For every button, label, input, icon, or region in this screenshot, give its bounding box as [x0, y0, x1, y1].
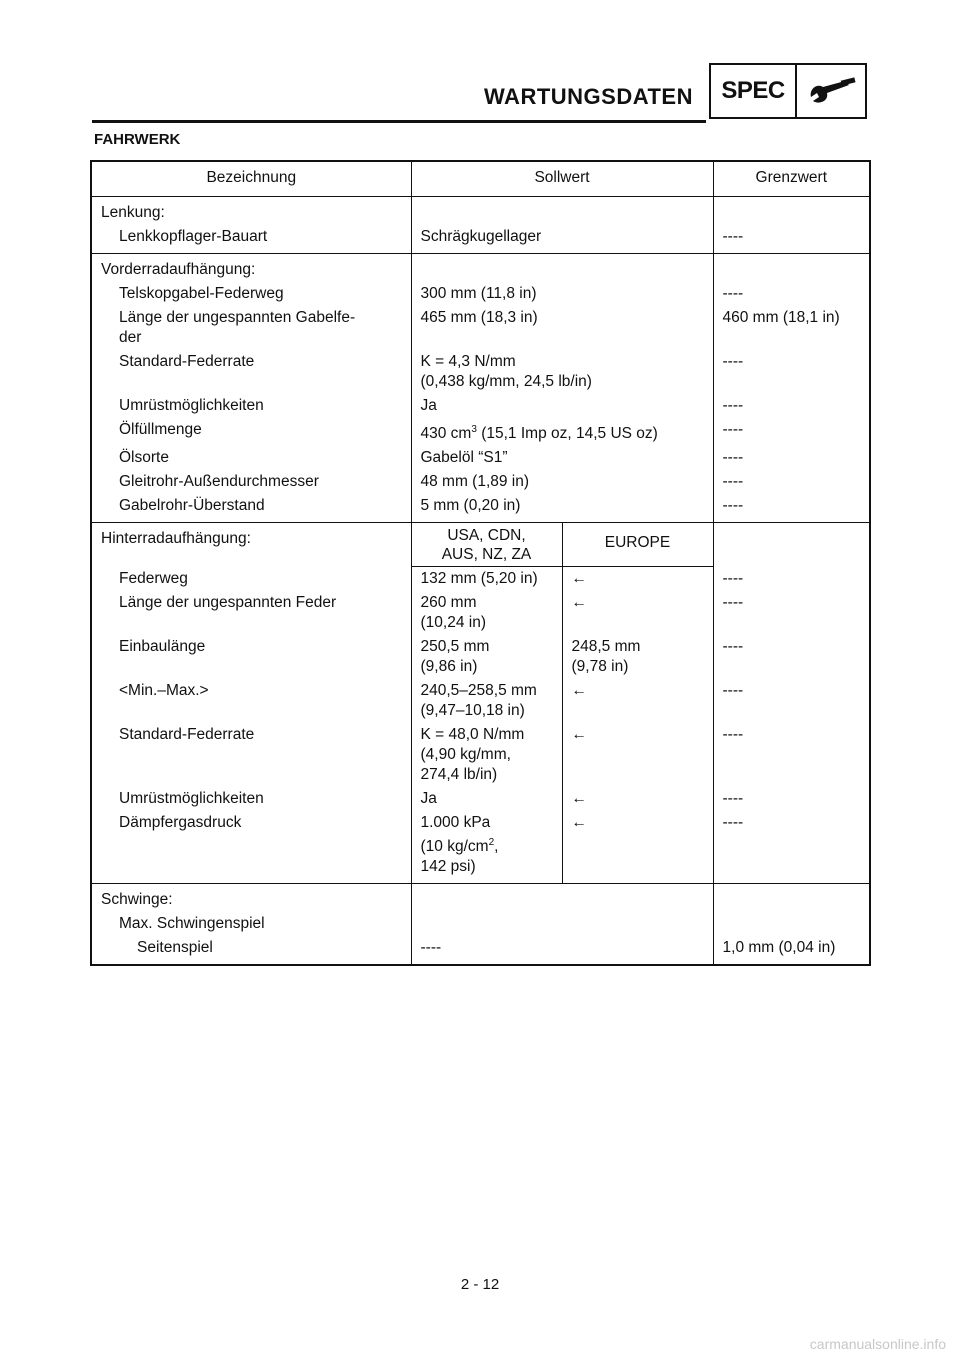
- column-header-designation: Bezeichnung: [91, 161, 411, 197]
- row-label: Umrüstmöglichkeiten: [91, 394, 411, 418]
- row-value-europe: [562, 635, 713, 679]
- value-line: ,: [494, 838, 499, 856]
- row-value-usa: [411, 723, 562, 787]
- row-limit: ----: [713, 723, 870, 787]
- table-row: [91, 912, 870, 936]
- table-row: [91, 225, 870, 254]
- row-value-europe: ←: [562, 787, 713, 811]
- row-value-europe: ←: [562, 567, 713, 592]
- row-value-line: (0,438 kg/mm, 24,5 lb/in): [420, 373, 592, 390]
- row-label: Einbaulänge: [91, 635, 411, 679]
- table-row: [91, 494, 870, 523]
- header-rule: [92, 120, 706, 123]
- oil-amount-rest: (15,1 Imp oz, 14,5 US oz): [476, 425, 658, 443]
- subheader-line: AUS, NZ, ZA: [441, 546, 532, 564]
- row-limit: ----: [713, 394, 870, 418]
- column-header-limit: Grenzwert: [713, 161, 870, 197]
- row-value-usa: [411, 635, 562, 679]
- table-row: [91, 567, 870, 592]
- oil-amount-main: 430 cm: [420, 425, 472, 443]
- row-label: Gabelrohr-Überstand: [91, 494, 411, 523]
- group-label-steering: Lenkung:: [91, 197, 411, 226]
- row-value: Gabelöl “S1”: [411, 446, 713, 470]
- row-label: [91, 306, 411, 350]
- row-value-line: K = 4,3 N/mm: [420, 353, 516, 370]
- table-row: [91, 254, 870, 283]
- row-limit: ----: [713, 470, 870, 494]
- row-value: Ja: [411, 394, 713, 418]
- row-limit: ----: [713, 787, 870, 811]
- spec-label: SPEC: [711, 65, 797, 117]
- row-limit: ----: [713, 591, 870, 635]
- row-label: Gleitrohr-Außendurchmesser: [91, 470, 411, 494]
- value-line: (10,24 in): [420, 614, 486, 632]
- table-row: [91, 936, 870, 965]
- row-label: Seitenspiel: [91, 936, 411, 965]
- subheader-line: USA, CDN,: [447, 527, 526, 545]
- row-label: Federweg: [91, 567, 411, 592]
- row-value: [411, 350, 713, 394]
- table-row: [91, 787, 870, 811]
- page-header-title: WARTUNGSDATEN: [484, 84, 693, 109]
- page-number: 2 - 12: [460, 1276, 500, 1293]
- value-line: 1.000 kPa: [420, 814, 491, 832]
- row-label: Ölsorte: [91, 446, 411, 470]
- row-limit: ----: [713, 679, 870, 723]
- value-line: K = 48,0 N/mm: [420, 726, 525, 744]
- row-limit: ----: [713, 225, 870, 254]
- table-row: [91, 679, 870, 723]
- row-limit: ----: [713, 282, 870, 306]
- row-value: Schrägkugellager: [411, 225, 713, 254]
- row-limit: 460 mm (18,1 in): [713, 306, 870, 350]
- value-line: 248,5 mm: [571, 638, 641, 656]
- spec-badge: [709, 63, 867, 119]
- table-row: [91, 884, 870, 913]
- row-label: Telskopgabel-Federweg: [91, 282, 411, 306]
- row-limit: ----: [713, 635, 870, 679]
- value-line: 142 psi): [420, 858, 476, 876]
- row-label: Max. Schwingenspiel: [91, 912, 411, 936]
- row-value-europe: ←: [562, 591, 713, 635]
- watermark: carmanualsonline.info: [809, 1336, 946, 1352]
- table-row: [91, 282, 870, 306]
- value-line: 250,5 mm: [420, 638, 490, 656]
- value-line: (9,47–10,18 in): [420, 702, 525, 720]
- row-label: Umrüstmöglichkeiten: [91, 787, 411, 811]
- row-label: Standard-Federrate: [91, 723, 411, 787]
- value-line: (10 kg/cm: [420, 838, 489, 856]
- group-label-rear-suspension: Hinterradaufhängung:: [91, 523, 411, 567]
- table-row: [91, 470, 870, 494]
- table-row: [91, 394, 870, 418]
- row-limit: ----: [713, 811, 870, 884]
- row-value-usa: 132 mm (5,20 in): [411, 567, 562, 592]
- row-limit: ----: [713, 446, 870, 470]
- table-row: [91, 446, 870, 470]
- row-limit: ----: [713, 494, 870, 523]
- gas-superscript: 2: [488, 837, 495, 849]
- row-value-europe: ←: [562, 679, 713, 723]
- section-title: FAHRWERK: [94, 131, 181, 148]
- row-value: 465 mm (18,3 in): [411, 306, 713, 350]
- row-value: 48 mm (1,89 in): [411, 470, 713, 494]
- row-label: Lenkkopflager-Bauart: [91, 225, 411, 254]
- row-label-line: Länge der ungespannten Gabelfe-: [119, 309, 356, 326]
- value-line: (9,86 in): [420, 658, 478, 676]
- value-line: (9,78 in): [571, 658, 629, 676]
- table-row: [91, 418, 870, 446]
- group-label-swingarm: Schwinge:: [91, 884, 411, 913]
- table-row: [91, 306, 870, 350]
- row-label: <Min.–Max.>: [91, 679, 411, 723]
- value-line: 274,4 lb/in): [420, 766, 498, 784]
- row-label: Dämpfergasdruck: [91, 811, 411, 884]
- table-row: [91, 350, 870, 394]
- column-header-nominal: Sollwert: [411, 161, 713, 197]
- row-value-usa: [411, 811, 562, 884]
- group-label-front-suspension: Vorderradaufhängung:: [91, 254, 411, 283]
- row-value-usa: [411, 679, 562, 723]
- row-limit: ----: [713, 350, 870, 394]
- row-limit: 1,0 mm (0,04 in): [713, 936, 870, 965]
- row-limit: ----: [713, 567, 870, 592]
- table-row: [91, 591, 870, 635]
- row-value: [411, 418, 713, 446]
- row-value-usa: [411, 591, 562, 635]
- row-limit: ----: [713, 418, 870, 446]
- row-value: ----: [411, 936, 713, 965]
- row-label-line: der: [119, 329, 142, 346]
- row-value-europe: ←: [562, 723, 713, 787]
- wrench-icon: [797, 65, 865, 117]
- specification-table: [90, 160, 871, 966]
- row-value: 300 mm (11,8 in): [411, 282, 713, 306]
- table-row: [91, 197, 870, 226]
- table-row: [91, 723, 870, 787]
- oil-amount-superscript: 3: [471, 424, 477, 435]
- row-value: 5 mm (0,20 in): [411, 494, 713, 523]
- table-header-row: [91, 161, 870, 197]
- row-value-usa: Ja: [411, 787, 562, 811]
- table-row: [91, 523, 870, 567]
- value-line: (4,90 kg/mm,: [420, 746, 511, 764]
- row-label: Länge der ungespannten Feder: [91, 591, 411, 635]
- subheader-usa-cdn: [411, 523, 562, 567]
- subheader-europe: EUROPE: [562, 523, 713, 567]
- value-line: 240,5–258,5 mm: [420, 682, 537, 700]
- value-line: 260 mm: [420, 594, 477, 612]
- table-row: [91, 635, 870, 679]
- row-label: Standard-Federrate: [91, 350, 411, 394]
- row-label: Ölfüllmenge: [91, 418, 411, 446]
- table-row: [91, 811, 870, 884]
- row-value-europe: ←: [562, 811, 713, 884]
